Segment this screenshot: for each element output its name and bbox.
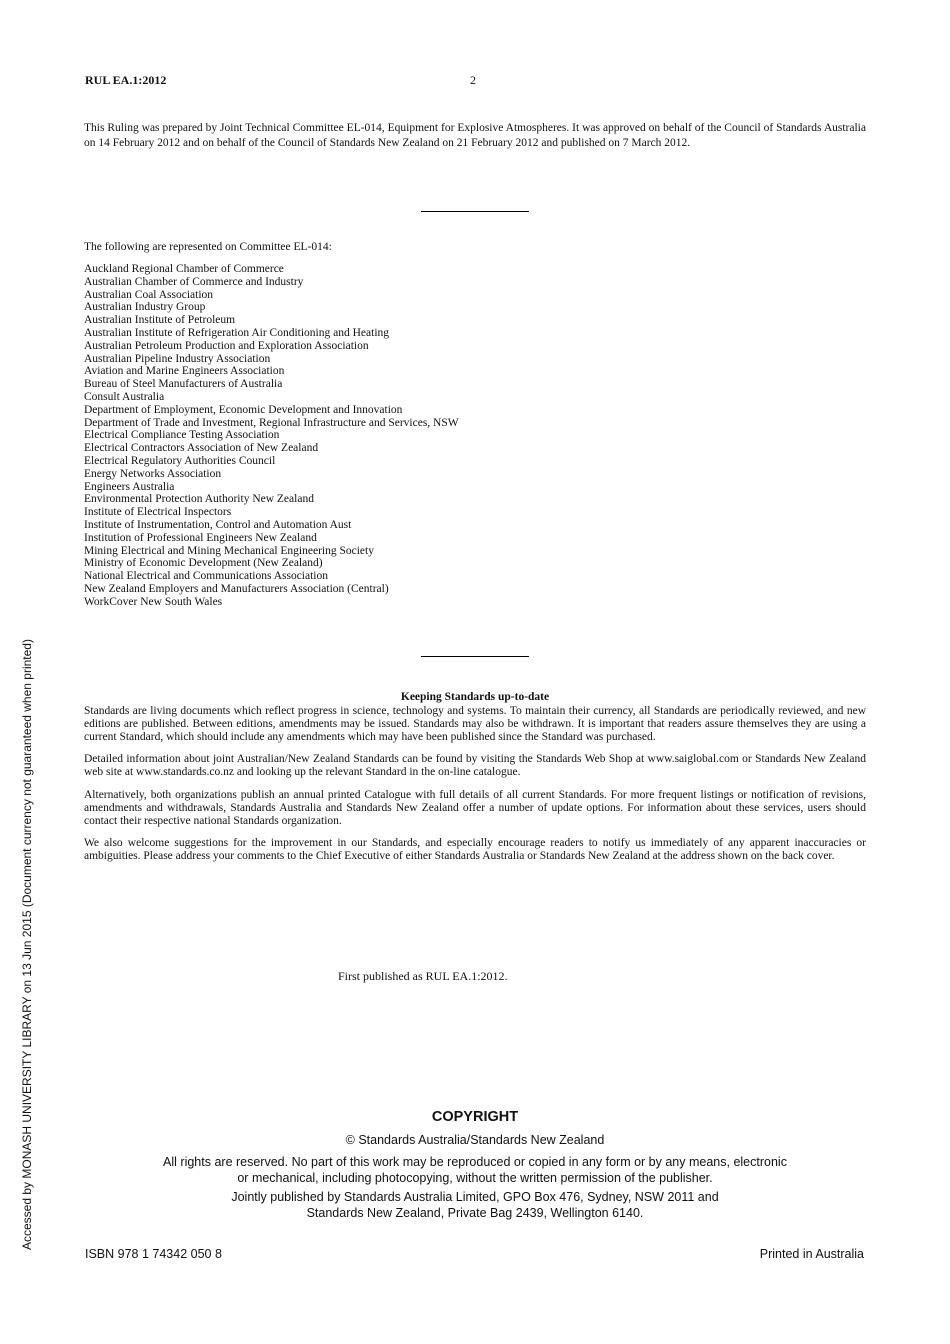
list-item: Energy Networks Association [84,467,222,480]
copyright-holder: © Standards Australia/Standards New Zealand [345,1133,605,1147]
list-item: Institute of Electrical Inspectors [84,506,232,519]
list-item: Mining Electrical and Mining Mechanical Engineering Society [84,544,374,557]
list-item: Australian Industry Group [84,301,206,314]
paragraph: We also welcome suggestions for the improvement in our Standards, and especially encourage readers to notify us immediately of any apparent inaccuracies or ambiguities. Please address your comments to the Chief Executive of either Standards Australia or Standards New Zealand at the address shown on the back cover. [84,837,866,863]
list-item: Department of Employment, Economic Development and Innovation [84,403,403,416]
keeping-standards-body [84,705,866,873]
access-watermark: Accessed by MONASH UNIVERSITY LIBRARY on 13 Jun 2015 (Document currency not guaranteed when printed) [20,639,34,1250]
list-item: Environmental Protection Authority New Zealand [84,493,314,506]
list-item: Engineers Australia [84,480,175,493]
committee-intro: The following are represented on Committee EL-014: [84,241,332,253]
paragraph: Alternatively, both organizations publish an annual printed Catalogue with full details of all current Standards. For more frequent listings or notification of revisions, amendments and withdrawals, Standards Australia and Standards New Zealand offer a number of update options. For information about these services, users should contact their respective national Standards organization. [84,788,866,827]
list-item: National Electrical and Communications Association [84,570,328,583]
list-item: Institution of Professional Engineers New Zealand [84,531,317,544]
printed-in: Printed in Australia [759,1247,864,1261]
list-item: Consult Australia [84,390,165,403]
list-item: Institute of Instrumentation, Control and Automation Aust [84,518,352,531]
isbn: ISBN 978 1 74342 050 8 [85,1247,222,1261]
list-item: New Zealand Employers and Manufacturers Association (Central) [84,582,389,595]
section-divider [421,656,529,657]
list-item: Electrical Regulatory Authorities Council [84,454,276,467]
publisher-statement [0,1190,950,1221]
list-item: Australian Pipeline Industry Association [84,352,271,365]
list-item: Department of Trade and Investment, Regional Infrastructure and Services, NSW [84,416,459,429]
list-item: Australian Coal Association [84,288,214,301]
paragraph: Standards are living documents which reflect progress in science, technology and systems. To maintain their currency, all Standards are periodically reviewed, and new editions are published. Between editions, amendments may be issued. Standards may also be withdrawn. It is important that readers assure themselves they are using a current Standard, which should include any amendments which may have been published since the Standard was purchased. [84,705,866,743]
list-item: Australian Institute of Petroleum [84,314,236,327]
list-item: WorkCover New South Wales [84,595,223,608]
paragraph: Detailed information about joint Australian/New Zealand Standards can be found by visiting the Standards Web Shop at www.saiglobal.com or Standards New Zealand web site at www.standards.co.nz and looking up the relevant Standard in the on-line catalogue. [84,753,866,779]
preparation-statement: This Ruling was prepared by Joint Technical Committee EL-014, Equipment for Explosive Atmospheres. It was approved on behalf of the Council of Standards Australia on 14 February 2012 and on behalf of the Council of Standards New Zealand on 21 February 2012 and published on 7 March 2012. [84,122,866,149]
list-item: Aviation and Marine Engineers Association [84,365,285,378]
list-item: Australian Petroleum Production and Exploration Association [84,339,369,352]
rights-line: All rights are reserved. No part of this work may be reproduced or copied in any form or by any means, electronic [163,1155,787,1169]
publisher-line: Jointly published by Standards Australia Limited, GPO Box 476, Sydney, NSW 2011 and [231,1190,719,1204]
section-divider [421,211,529,212]
list-item: Electrical Compliance Testing Association [84,429,280,442]
rights-line: or mechanical, including photocopying, without the written permission of the publisher. [237,1170,713,1185]
list-item: Ministry of Economic Development (New Zealand) [84,557,323,570]
list-item: Electrical Contractors Association of New Zealand [84,442,319,455]
list-item: Australian Chamber of Commerce and Industry [84,275,304,288]
committee-member-list [84,263,459,609]
document-code: RUL EA.1:2012 [85,73,167,87]
first-published-note: First published as RUL EA.1:2012. [338,969,508,983]
rights-statement [0,1155,950,1186]
list-item: Bureau of Steel Manufacturers of Australia [84,378,283,391]
list-item: Australian Institute of Refrigeration Air Conditioning and Heating [84,326,390,339]
list-item: Auckland Regional Chamber of Commerce [84,263,284,275]
page-number: 2 [470,73,476,87]
publisher-line: Standards New Zealand, Private Bag 2439, Wellington 6140. [306,1205,644,1220]
copyright-heading: COPYRIGHT [431,1109,519,1125]
keeping-standards-heading: Keeping Standards up-to-date [400,691,550,703]
